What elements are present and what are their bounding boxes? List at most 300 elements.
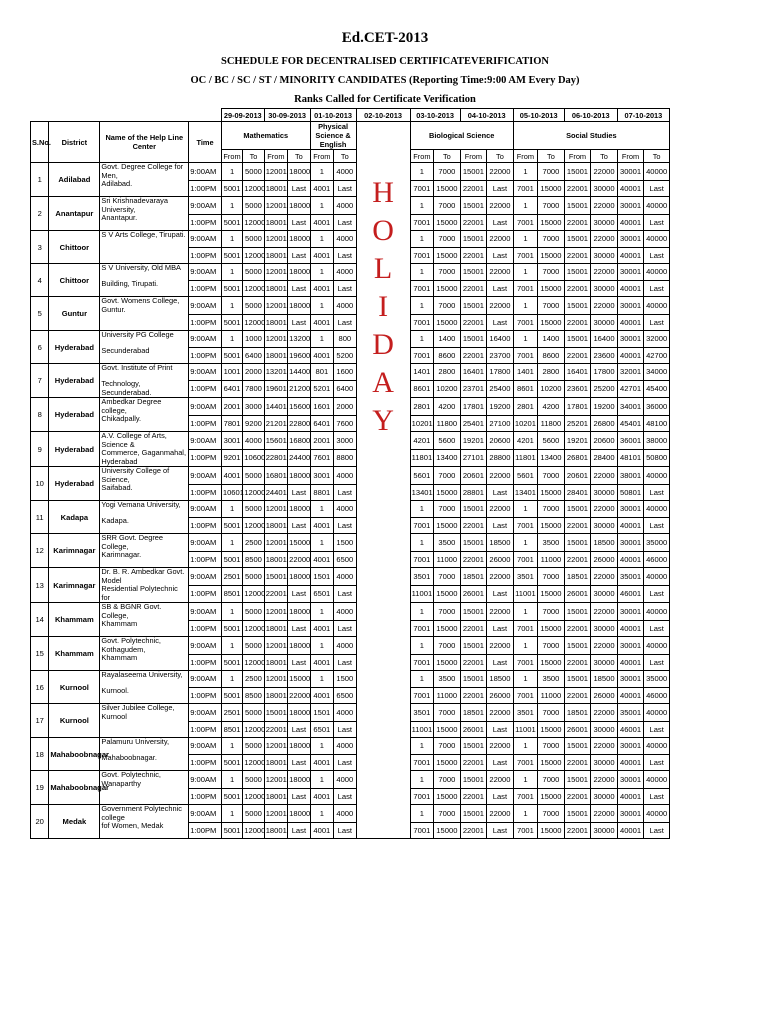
rank-cell: 800: [334, 331, 356, 348]
rank-cell: 13400: [538, 449, 565, 467]
table-row: [31, 721, 670, 738]
time-cell: 1:00PM: [189, 247, 222, 264]
rank-cell: 22001: [460, 180, 487, 197]
rank-cell: 4200: [434, 398, 461, 416]
rank-cell: 13200: [288, 331, 310, 348]
blank-header-cell: [100, 109, 189, 122]
time-cell: 1:00PM: [189, 551, 222, 568]
rank-cell: 5000: [243, 704, 264, 722]
rank-cell: 12001: [264, 534, 287, 552]
rank-cell: 15001: [460, 771, 487, 789]
rank-cell: 7000: [538, 501, 565, 518]
rank-cell: 7001: [410, 687, 433, 704]
rank-cell: 2000: [334, 398, 356, 416]
rank-cell: 16801: [264, 467, 287, 485]
rank-cell: 1: [410, 738, 433, 755]
rank-cell: 12001: [264, 501, 287, 518]
rank-cell: 15000: [538, 754, 565, 771]
rank-cell: 7001: [410, 754, 433, 771]
rank-cell: 22001: [460, 551, 487, 568]
rank-cell: Last: [288, 517, 310, 534]
rank-cell: 2500: [243, 671, 264, 688]
rank-cell: 18000: [288, 467, 310, 485]
rank-cell: 15001: [460, 671, 487, 688]
rank-cell: 12000: [243, 247, 264, 264]
rank-cell: 15001: [564, 534, 591, 552]
rank-cell: 36000: [644, 398, 670, 416]
sno-cell: 13: [31, 568, 49, 603]
rank-cell: 15001: [460, 603, 487, 621]
rank-cell: 18001: [264, 180, 287, 197]
time-cell: 9:00AM: [189, 637, 222, 655]
rank-cell: 32000: [644, 331, 670, 348]
rank-cell: 22000: [591, 738, 618, 755]
rank-cell: Last: [288, 247, 310, 264]
rank-cell: 15000: [434, 280, 461, 297]
rank-cell: 1: [410, 771, 433, 789]
rank-cell: 12001: [264, 771, 287, 789]
rank-cell: 5001: [221, 654, 242, 671]
rank-cell: 42700: [644, 347, 670, 364]
center-cell-line1: Sri Krishnadevaraya University,: [100, 197, 189, 215]
holiday-letter: H: [372, 176, 394, 209]
rank-cell: 11001: [513, 721, 537, 738]
rank-cell: 7001: [410, 247, 433, 264]
rank-cell: 34001: [617, 398, 644, 416]
rank-cell: 4000: [334, 738, 356, 755]
rank-cell: 1: [310, 163, 333, 181]
rank-cell: 26000: [591, 551, 618, 568]
rank-cell: 5000: [243, 297, 264, 315]
rank-cell: 48101: [617, 449, 644, 467]
district-cell: Khammam: [49, 637, 100, 671]
rank-cell: 2801: [410, 398, 433, 416]
rank-cell: 25201: [564, 415, 591, 432]
rank-cell: 5000: [243, 738, 264, 755]
rank-cell: 15001: [460, 637, 487, 655]
rank-cell: Last: [288, 214, 310, 231]
table-row: [31, 247, 670, 264]
rank-cell: 7001: [410, 822, 433, 839]
rank-cell: 22000: [591, 231, 618, 248]
rank-cell: 1: [410, 264, 433, 281]
rank-cell: 22000: [487, 771, 514, 789]
rank-cell: 7001: [410, 517, 433, 534]
rank-cell: Last: [334, 620, 356, 637]
rank-cell: 30001: [617, 264, 644, 281]
rank-cell: 6400: [334, 380, 356, 398]
rank-cell: Last: [644, 180, 670, 197]
rank-cell: 30000: [591, 788, 618, 805]
rank-cell: 4000: [334, 704, 356, 722]
rank-cell: 24401: [264, 484, 287, 501]
rank-cell: 22000: [591, 771, 618, 789]
center-cell-line1: Government Polytechnic college: [100, 805, 189, 823]
rank-cell: Last: [288, 620, 310, 637]
district-cell: Adilabad: [49, 163, 100, 197]
rank-cell: 15001: [564, 501, 591, 518]
rank-cell: 15001: [264, 704, 287, 722]
rank-cell: 18001: [264, 314, 287, 331]
rank-cell: 30000: [591, 247, 618, 264]
center-cell-line2: [100, 314, 189, 331]
rank-cell: 7001: [410, 280, 433, 297]
rank-cell: 3501: [410, 704, 433, 722]
blank-header-cell: [31, 109, 49, 122]
rank-cell: 10601: [221, 484, 242, 501]
rank-cell: 1: [310, 805, 333, 823]
rank-cell: Last: [334, 721, 356, 738]
rank-cell: 15001: [460, 264, 487, 281]
rank-cell: 18000: [288, 738, 310, 755]
rank-cell: Last: [644, 754, 670, 771]
rank-cell: 40000: [644, 568, 670, 586]
rank-cell: Last: [288, 180, 310, 197]
rank-cell: 22001: [564, 551, 591, 568]
rank-cell: 7001: [513, 247, 537, 264]
rank-cell: 11001: [513, 585, 537, 603]
table-row: [31, 568, 670, 586]
rank-cell: 9201: [221, 449, 242, 467]
center-cell-line1: Yogi Vemana University,: [100, 501, 189, 518]
rank-cell: Last: [487, 620, 514, 637]
rank-cell: 7001: [410, 180, 433, 197]
rank-cell: 17801: [564, 398, 591, 416]
rank-cell: 1: [410, 297, 433, 315]
rank-cell: 36001: [617, 432, 644, 450]
rank-cell: 7000: [434, 163, 461, 181]
rank-cell: 7000: [434, 603, 461, 621]
date-header: 29-09-2013: [221, 109, 264, 122]
table-row: [31, 822, 670, 839]
sno-cell: 4: [31, 264, 49, 297]
district-cell: Hyderabad: [49, 398, 100, 432]
table-row: [31, 398, 670, 416]
rank-cell: 22000: [487, 467, 514, 485]
rank-cell: 4200: [538, 398, 565, 416]
rank-cell: 30000: [591, 654, 618, 671]
rank-cell: 4000: [334, 297, 356, 315]
rank-cell: 7000: [538, 297, 565, 315]
rank-cell: 17800: [591, 364, 618, 381]
rank-cell: 10201: [513, 415, 537, 432]
date-header: 30-09-2013: [264, 109, 310, 122]
rank-cell: 30001: [617, 637, 644, 655]
rank-cell: 15001: [460, 738, 487, 755]
rank-cell: 22001: [460, 280, 487, 297]
rank-cell: 15000: [538, 620, 565, 637]
rank-cell: 26001: [564, 585, 591, 603]
sno-cell: 5: [31, 297, 49, 331]
rank-cell: 1: [513, 603, 537, 621]
rank-cell: 28400: [591, 449, 618, 467]
candidates-heading: OC / BC / SC / ST / MINORITY CANDIDATES (Reporting Time:9:00 AM Every Day): [190, 75, 580, 86]
sno-cell: 3: [31, 231, 49, 264]
rank-cell: 11001: [410, 585, 433, 603]
center-cell-line2: [100, 721, 189, 738]
rank-cell: 5601: [410, 467, 433, 485]
rank-cell: 4001: [310, 347, 333, 364]
district-cell: Mahaboobnagar: [49, 738, 100, 771]
rank-cell: Last: [644, 822, 670, 839]
rank-cell: 40001: [617, 754, 644, 771]
rank-cell: 4001: [310, 654, 333, 671]
rank-cell: 30000: [591, 620, 618, 637]
rank-cell: 15000: [434, 214, 461, 231]
rank-cell: 1: [410, 197, 433, 215]
time-cell: 9:00AM: [189, 704, 222, 722]
rank-cell: 30000: [591, 214, 618, 231]
date-header-row: [31, 109, 670, 122]
table-row: [31, 264, 670, 281]
rank-cell: 7000: [538, 603, 565, 621]
rank-cell: 4000: [334, 163, 356, 181]
center-cell-line1: Govt. Womens College, Guntur.: [100, 297, 189, 315]
rank-cell: 7001: [513, 551, 537, 568]
time-cell: 1:00PM: [189, 754, 222, 771]
rank-cell: 1: [410, 231, 433, 248]
rank-cell: 12000: [243, 484, 264, 501]
rank-cell: 7001: [513, 214, 537, 231]
rank-cell: 40000: [644, 197, 670, 215]
rank-cell: 27100: [487, 415, 514, 432]
rank-cell: 12001: [264, 231, 287, 248]
rank-cell: 5200: [334, 347, 356, 364]
rank-cell: 15001: [264, 568, 287, 586]
rank-cell: 3500: [434, 534, 461, 552]
rank-cell: 46000: [644, 551, 670, 568]
mathematics-header: Mathematics: [221, 122, 310, 150]
rank-cell: 3501: [513, 568, 537, 586]
rank-cell: 26000: [591, 687, 618, 704]
rank-cell: 18501: [460, 704, 487, 722]
rank-cell: 22000: [487, 501, 514, 518]
to-header: To: [644, 150, 670, 163]
rank-cell: 4001: [310, 247, 333, 264]
rank-cell: 22001: [460, 822, 487, 839]
rank-cell: 3501: [513, 704, 537, 722]
rank-cell: 4000: [334, 197, 356, 215]
rank-cell: Last: [334, 517, 356, 534]
rank-cell: 15001: [564, 805, 591, 823]
rank-cell: 3500: [434, 671, 461, 688]
time-cell: 9:00AM: [189, 603, 222, 621]
rank-cell: 22000: [591, 501, 618, 518]
rank-cell: 4201: [410, 432, 433, 450]
rank-cell: 22000: [591, 603, 618, 621]
rank-cell: 22001: [564, 247, 591, 264]
holiday-column: [356, 122, 410, 839]
rank-cell: 20600: [591, 432, 618, 450]
rank-cell: 7001: [410, 620, 433, 637]
rank-cell: 4001: [310, 314, 333, 331]
rank-cell: 24400: [288, 449, 310, 467]
time-cell: 9:00AM: [189, 297, 222, 315]
time-cell: 1:00PM: [189, 347, 222, 364]
rank-cell: 5001: [221, 180, 242, 197]
district-cell: Chittoor: [49, 264, 100, 297]
rank-cell: 5600: [434, 432, 461, 450]
rank-cell: 4000: [334, 637, 356, 655]
blank-header-cell: [49, 109, 100, 122]
table-row: [31, 534, 670, 552]
sno-cell: 17: [31, 704, 49, 738]
rank-cell: 1: [310, 738, 333, 755]
rank-cell: 7000: [434, 197, 461, 215]
rank-cell: 40000: [644, 501, 670, 518]
rank-cell: 4000: [334, 501, 356, 518]
rank-cell: 30000: [591, 585, 618, 603]
rank-cell: 4001: [310, 517, 333, 534]
rank-cell: 18500: [591, 534, 618, 552]
center-cell-line1: Govt. Degree College for Men,: [100, 163, 189, 181]
sno-cell: 8: [31, 398, 49, 432]
rank-cell: 22000: [487, 704, 514, 722]
rank-cell: 4000: [334, 805, 356, 823]
rank-cell: 7000: [538, 738, 565, 755]
rank-cell: 7001: [410, 551, 433, 568]
rank-cell: 7001: [513, 620, 537, 637]
rank-cell: 6500: [334, 551, 356, 568]
time-cell: 1:00PM: [189, 517, 222, 534]
physical-science-header: Physical Science & English: [310, 122, 356, 150]
rank-cell: 15000: [434, 247, 461, 264]
rank-cell: Last: [487, 822, 514, 839]
rank-cell: 1000: [243, 331, 264, 348]
table-row: [31, 197, 670, 215]
rank-cell: 50801: [617, 484, 644, 501]
rank-cell: 1001: [221, 364, 242, 381]
rank-cell: 22001: [564, 314, 591, 331]
sno-cell: 11: [31, 501, 49, 534]
rank-cell: 1: [513, 637, 537, 655]
rank-cell: 15000: [538, 484, 565, 501]
time-header: Time: [189, 122, 222, 163]
rank-cell: 5001: [221, 517, 242, 534]
table-row: [31, 214, 670, 231]
rank-cell: 1: [513, 163, 537, 181]
rank-cell: 22000: [591, 637, 618, 655]
rank-cell: 4001: [310, 687, 333, 704]
rank-cell: 1: [310, 197, 333, 215]
center-cell-line2: Khammam: [100, 620, 189, 637]
rank-cell: 22001: [460, 687, 487, 704]
rank-cell: 40000: [644, 603, 670, 621]
rank-cell: 3501: [410, 568, 433, 586]
sno-cell: 1: [31, 163, 49, 197]
rank-cell: 7001: [513, 180, 537, 197]
time-cell: 9:00AM: [189, 501, 222, 518]
rank-cell: 30001: [617, 163, 644, 181]
center-cell-line1: S V Arts College, Tirupati.: [100, 231, 189, 248]
rank-cell: 12000: [243, 721, 264, 738]
rank-cell: 5601: [513, 467, 537, 485]
rank-cell: 7000: [538, 163, 565, 181]
rank-cell: 18000: [288, 637, 310, 655]
rank-cell: 7000: [538, 771, 565, 789]
rank-cell: 7001: [513, 788, 537, 805]
time-cell: 1:00PM: [189, 380, 222, 398]
rank-cell: 40001: [617, 687, 644, 704]
rank-cell: 32001: [617, 364, 644, 381]
rank-cell: 1: [221, 264, 242, 281]
rank-cell: 15001: [564, 671, 591, 688]
rank-cell: 3000: [334, 432, 356, 450]
rank-cell: 8501: [221, 585, 242, 603]
rank-cell: 8501: [221, 721, 242, 738]
sno-cell: 19: [31, 771, 49, 805]
rank-cell: 22000: [487, 264, 514, 281]
rank-cell: 15601: [264, 432, 287, 450]
rank-cell: Last: [334, 180, 356, 197]
center-cell-line2: Mahaboobnagar.: [100, 754, 189, 771]
rank-cell: 40001: [617, 551, 644, 568]
rank-cell: 35001: [617, 568, 644, 586]
rank-cell: 12001: [264, 264, 287, 281]
rank-cell: 1: [410, 671, 433, 688]
rank-cell: 7001: [513, 280, 537, 297]
rank-cell: 30001: [617, 501, 644, 518]
rank-cell: 15000: [538, 788, 565, 805]
rank-cell: 18001: [264, 214, 287, 231]
time-cell: 1:00PM: [189, 687, 222, 704]
rank-cell: 15000: [288, 534, 310, 552]
rank-cell: Last: [288, 314, 310, 331]
rank-cell: 1: [310, 501, 333, 518]
rank-cell: 2800: [434, 364, 461, 381]
rank-cell: 15001: [564, 297, 591, 315]
rank-cell: 4000: [243, 432, 264, 450]
rank-cell: 22000: [591, 297, 618, 315]
rank-cell: 11000: [434, 687, 461, 704]
rank-cell: 18000: [288, 568, 310, 586]
rank-cell: 30001: [617, 738, 644, 755]
rank-cell: 7001: [513, 654, 537, 671]
rank-cell: 26801: [564, 449, 591, 467]
document-title: Ed.CET-2013: [341, 30, 429, 46]
rank-cell: 5000: [243, 603, 264, 621]
rank-cell: 1: [221, 501, 242, 518]
rank-cell: 1: [513, 197, 537, 215]
center-cell-line2: Khammam: [100, 654, 189, 671]
rank-cell: 19201: [564, 432, 591, 450]
rank-cell: Last: [644, 654, 670, 671]
rank-cell: Last: [288, 585, 310, 603]
rank-cell: 22001: [564, 687, 591, 704]
rank-cell: 18001: [264, 280, 287, 297]
date-header: 02-10-2013: [356, 109, 410, 122]
district-cell: Guntur: [49, 297, 100, 331]
sno-cell: 9: [31, 432, 49, 467]
rank-cell: 7000: [434, 568, 461, 586]
rank-cell: Last: [334, 585, 356, 603]
rank-cell: 26800: [591, 415, 618, 432]
social-studies-header: Social Studies: [513, 122, 669, 150]
rank-cell: 22000: [288, 551, 310, 568]
rank-cell: Last: [288, 754, 310, 771]
rank-cell: 18000: [288, 704, 310, 722]
rank-cell: 22000: [487, 568, 514, 586]
rank-cell: 25400: [487, 380, 514, 398]
rank-cell: 30001: [617, 231, 644, 248]
rank-cell: 1: [221, 297, 242, 315]
sno-cell: 20: [31, 805, 49, 839]
rank-cell: 4001: [310, 788, 333, 805]
rank-cell: 5001: [221, 754, 242, 771]
rank-cell: 2800: [538, 364, 565, 381]
rank-cell: 17800: [487, 364, 514, 381]
rank-cell: 15001: [564, 738, 591, 755]
